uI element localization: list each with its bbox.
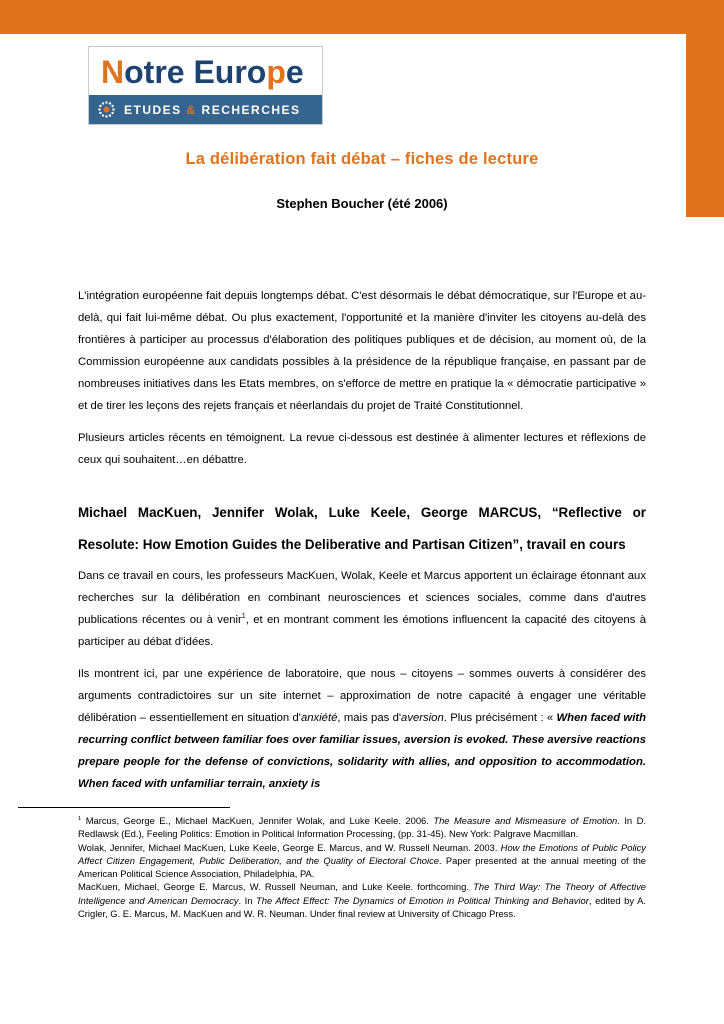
- footnote-3: MacKuen, Michael, George E. Marcus, W. Russell Neuman, and Luke Keele. forthcoming. The Third Way: The Theory of Affective Intelligence and American Democracy. In The Affect Effect: The Dynamics of Emotion in Political Thinking and Behavior, edited by A. Crigler, G. E. Marcus, M. MacKuen and W. R. Neuman. Under final review at University of Chicago Press.: [78, 881, 646, 920]
- section-paragraph-2: Ils montrent ici, par une expérience de laboratoire, que nous – citoyens – sommes ouverts à considérer des arguments contradictoires sur un site internet – approximation de notre capacité à engager une véritable délibération – essentiellement en situation d'anxiété, mais pas d'aversion. Plus précisément : « When faced with recurring conflict between familiar foes over familiar issues, aversion is evoked. These aversive reactions prepare people for the defense of convictions, solidarity with allies, and opposition to accommodation. When faced with unfamiliar terrain, anxiety is: [78, 668, 647, 790]
- logo-wordmark: Notre Europe: [101, 54, 304, 90]
- right-orange-strip: [686, 0, 724, 217]
- footnotes-block: [78, 814, 646, 920]
- logo-tagline-bar: [89, 95, 322, 124]
- intro-paragraph-1: L'intégration européenne fait depuis longtemps débat. C'est désormais le débat démocratique, sur l'Europe et au-delà, qui fait lui-même débat. Ou plus exactement, l'opportunité et la manière d'inviter les citoyens au-delà des frontières à participer au processus d'élaboration des politiques publiques et de décision, au moment où, de la Commission européenne aux candidats possibles à la présidence de la république française, en passant par de nombreuses initiatives dans les Etats membres, on s'efforce de mettre en pratique la « démocratie participative » et de tirer les leçons des rejets français et néerlandais du projet de Traité Constitutionnel.: [78, 290, 646, 412]
- page-body: [78, 150, 646, 920]
- footnote-2: Wolak, Jennifer, Michael MacKuen, Luke Keele, George E. Marcus, and W. Russell Neuman. 2003. How the Emotions of Public Policy Affect Citizen Engagement, Public Deliberation, and the Quality of Electoral Choice. Paper presented at the annual meeting of the American Political Science Association, Philadelphia, PA.: [78, 841, 647, 880]
- eu-stars-icon: [97, 100, 116, 119]
- logo-tagline: ETUDES & RECHERCHES: [124, 102, 301, 117]
- author-byline: Stephen Boucher (été 2006): [276, 196, 448, 211]
- notre-europe-logo: [88, 46, 323, 125]
- section-paragraph-1: Dans ce travail en cours, les professeurs MacKuen, Wolak, Keele et Marcus apportent un éclairage étonnant aux recherches sur la délibération en combinant neurosciences et sciences sociales, comme dans d'autres publications récentes ou à venir$^1$, et en montrant comment les émotions influencent la capacité des citoyens à participer au débat d'idées.: [78, 570, 646, 648]
- footnote-1: $^1$ Marcus, George E., Michael MacKuen, Jennifer Wolak, and Luke Keele. 2006. The Measure and Mismeasure of Emotion. In D. Redlawsk (Ed.), Feeling Politics: Emotion in Political Information Processing, (pp. 31-45). New York: Palgrave Macmillan.: [78, 815, 646, 840]
- footnote-separator: [18, 807, 230, 808]
- intro-paragraph-2: Plusieurs articles récents en témoignent. La revue ci-dessous est destinée à alimenter lectures et réflexions de ceux qui souhaitent…en débattre.: [78, 432, 646, 466]
- top-orange-bar: [0, 0, 724, 34]
- document-title: La délibération fait débat – fiches de lecture: [185, 150, 539, 168]
- section-heading: Michael MacKuen, Jennifer Wolak, Luke Keele, George MARCUS, “Reflective or Resolute: How Emotion Guides the Deliberative and Partisan Citizen”, travail en cours: [78, 505, 646, 552]
